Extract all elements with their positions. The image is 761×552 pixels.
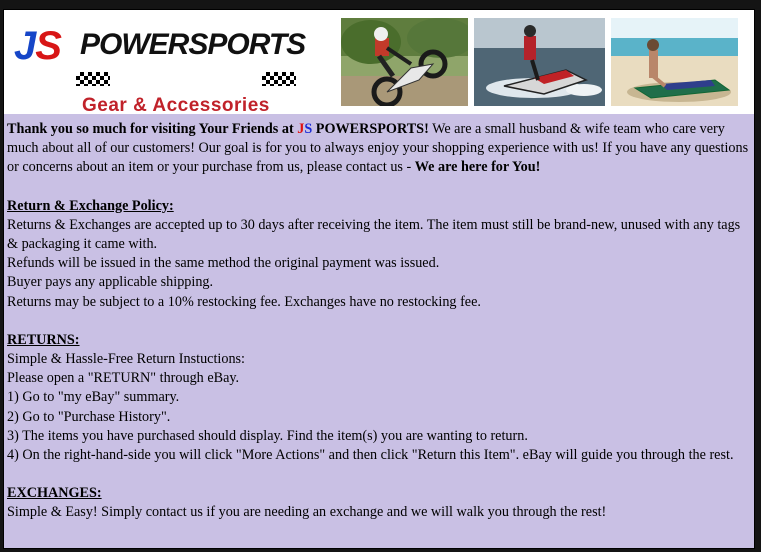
brand-letter-s: S bbox=[304, 121, 313, 137]
logo-tagline: Gear & Accessories bbox=[82, 95, 270, 116]
exchanges-line: Simple & Easy! Simply contact us if you are needing an exchange and we will walk you through the rest! bbox=[7, 504, 607, 521]
intro-lead: Thank you so much for visiting Your Friends at bbox=[7, 121, 298, 137]
returns-step: 4) On the right-hand-side you will click "More Actions" and then click "Return this Item". eBay will guide you through the rest. bbox=[7, 447, 734, 464]
brand-name: POWERSPORTS! bbox=[312, 121, 429, 137]
exchanges-heading: EXCHANGES: bbox=[7, 485, 102, 502]
intro-closing: We are here for You! bbox=[414, 159, 541, 176]
returns-line: Please open a "RETURN" through eBay. bbox=[7, 370, 240, 387]
policy-heading: Return & Exchange Policy: bbox=[7, 197, 174, 214]
header-banner bbox=[4, 10, 754, 114]
policy-line: Returns & Exchanges are accepted up to 30 days after receiving the item. The item must still be brand-new, unused with any tags & packaging it came with. bbox=[7, 216, 741, 253]
returns-step: 2) Go to "Purchase History". bbox=[7, 408, 171, 425]
returns-step: 3) The items you have purchased should display. Find the item(s) you are wanting to return. bbox=[7, 427, 528, 444]
intro-body: We are a small husband & wife team who care very much about all of our customers! Our goal is for you to always enjoy your shopping experience with us! If you have any questions or concerns about an item or your purchase from us, please contact us - bbox=[7, 121, 749, 176]
policy-content bbox=[7, 120, 753, 523]
checkered-flag-icon bbox=[76, 72, 110, 86]
jet-ski-rider-photo bbox=[474, 18, 605, 106]
checkered-flag-icon bbox=[262, 72, 296, 86]
returns-line: Simple & Hassle-Free Return Instuctions: bbox=[7, 351, 246, 368]
policy-line: Refunds will be issued in the same method the original payment was issued. bbox=[7, 255, 440, 272]
intro-paragraph bbox=[7, 120, 753, 178]
beach-jet-ski-photo bbox=[611, 18, 738, 106]
logo-wordmark: POWERSPORTS bbox=[80, 28, 306, 61]
policy-line: Buyer pays any applicable shipping. bbox=[7, 274, 214, 291]
logo-letter-s: S bbox=[35, 24, 61, 68]
listing-panel bbox=[3, 9, 755, 549]
policy-line: Returns may be subject to a 10% restocking fee. Exchanges have no restocking fee. bbox=[7, 293, 481, 310]
logo-monogram bbox=[14, 24, 61, 68]
dirt-bike-rider-photo bbox=[341, 18, 468, 106]
returns-heading: RETURNS: bbox=[7, 331, 80, 348]
returns-step: 1) Go to "my eBay" summary. bbox=[7, 389, 180, 406]
logo-letter-j: J bbox=[14, 24, 36, 68]
js-powersports-logo bbox=[10, 16, 310, 116]
brand-letter-j: J bbox=[297, 121, 305, 137]
